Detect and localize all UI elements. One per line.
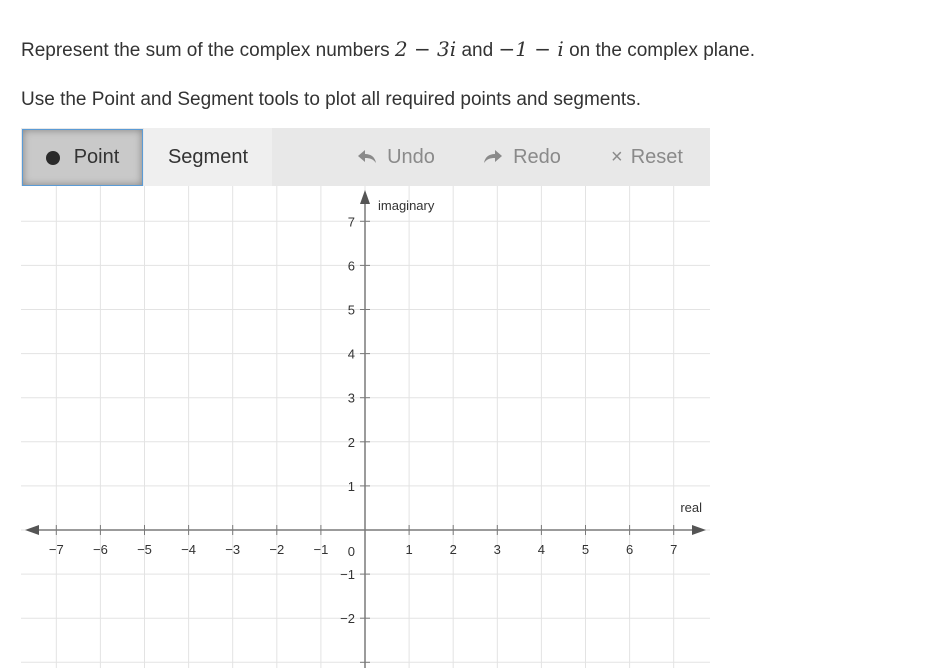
graph-toolbar (21, 128, 710, 186)
x-tick-label: 6 (625, 542, 634, 557)
complex-number-1: 2 − 3i (394, 37, 457, 61)
prompt-line-1 (21, 37, 755, 62)
x-tick-label: −2 (269, 542, 285, 557)
prompt-text: Represent the sum of the complex numbers (21, 40, 395, 61)
x-tick-label: −1 (313, 542, 329, 557)
x-tick-label: −7 (48, 542, 64, 557)
x-tick-label: −4 (181, 542, 197, 557)
x-tick-label: 1 (405, 542, 413, 557)
point-tool-button[interactable] (22, 129, 143, 186)
y-tick-label: 4 (347, 346, 355, 362)
imaginary-axis-label: imaginary (378, 198, 435, 213)
y-tick-label: 3 (347, 390, 355, 406)
graphing-widget (21, 128, 710, 668)
reset-label: Reset (630, 145, 683, 168)
segment-tool-label: Segment (167, 145, 249, 168)
real-axis-arrow-right-icon (692, 525, 706, 535)
x-tick-label: −3 (225, 542, 241, 557)
undo-button[interactable] (351, 128, 441, 186)
undo-arrow-icon (357, 149, 377, 165)
x-tick-label: −5 (137, 542, 152, 557)
imaginary-axis-arrow-up-icon (360, 190, 370, 204)
x-tick-label: −6 (92, 542, 108, 557)
x-tick-label: 3 (493, 542, 501, 557)
coordinate-plane[interactable] (21, 186, 710, 668)
y-tick-label: −2 (340, 611, 355, 627)
y-tick-label: 1 (347, 478, 355, 494)
x-tick-label: 5 (581, 542, 590, 557)
redo-label: Redo (513, 145, 561, 168)
reset-button[interactable] (605, 128, 689, 186)
x-tick-label: 4 (537, 542, 546, 557)
y-tick-label: 5 (347, 302, 355, 318)
x-tick-label: 2 (449, 542, 457, 557)
point-tool-label: Point (73, 146, 120, 168)
redo-arrow-icon (483, 149, 503, 165)
close-x-icon: × (611, 145, 623, 168)
y-tick-label: 7 (347, 214, 355, 230)
origin-label: 0 (347, 544, 355, 559)
real-axis-arrow-left-icon (25, 525, 39, 535)
prompt-line-2: Use the Point and Segment tools to plot all required points and segments. (21, 89, 641, 110)
real-axis-label: real (680, 500, 702, 515)
undo-label: Undo (387, 145, 435, 168)
y-tick-label: 6 (347, 258, 355, 274)
redo-button[interactable] (477, 128, 567, 186)
point-dot-icon (46, 151, 60, 165)
graph-board[interactable] (21, 186, 710, 668)
y-tick-label: 2 (347, 434, 355, 450)
prompt-text: and (456, 40, 499, 61)
x-tick-label: 7 (670, 542, 678, 557)
complex-number-2: −1 − i (498, 37, 564, 61)
segment-tool-button[interactable] (144, 128, 272, 186)
prompt-text: on the complex plane. (563, 40, 755, 61)
y-tick-label: −1 (340, 567, 355, 583)
